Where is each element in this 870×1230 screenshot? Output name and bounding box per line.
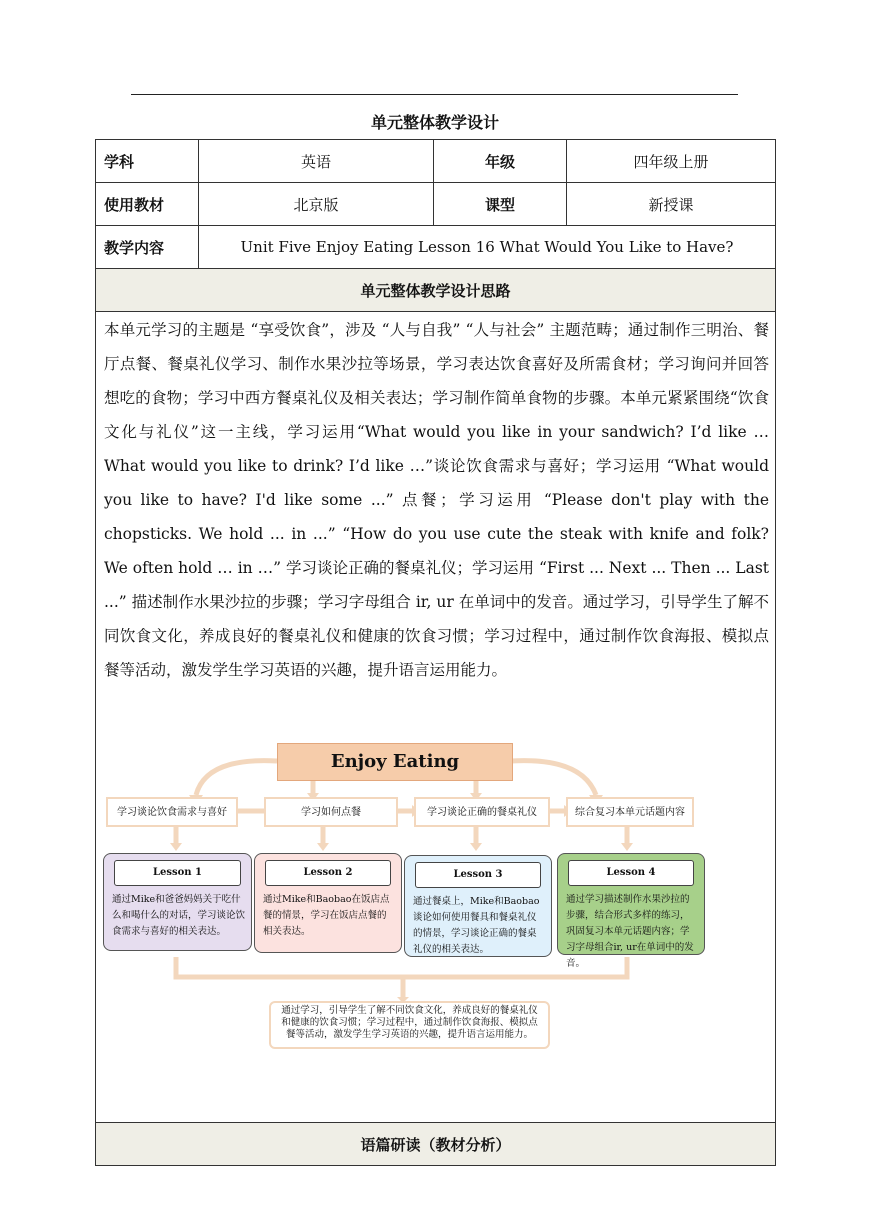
lesson-title: Lesson 1 — [114, 860, 241, 886]
lesson-title: Lesson 4 — [568, 860, 694, 886]
subject-label: 学科 — [96, 140, 199, 183]
lesson-text: 通过Mike和Baobao在饭店点餐的情景，学习在饭店点餐的相关表达。 — [263, 894, 390, 937]
table-row — [96, 140, 776, 183]
table-row — [96, 269, 776, 312]
grade-value: 四年级上册 — [567, 140, 776, 183]
lesson-text: 通过餐桌上，Mike和Baobao谈论如何使用餐具和餐桌礼仪的情景，学习谈论正确的餐桌礼仪的相关表达。 — [413, 896, 540, 955]
topic-box: 学习谈论正确的餐桌礼仪 — [414, 797, 550, 827]
design-heading: 单元整体教学设计思路 — [96, 269, 776, 312]
analysis-heading: 语篇研读（教材分析） — [96, 1123, 776, 1166]
textbook-value: 北京版 — [199, 183, 434, 226]
lesson-card — [404, 855, 552, 957]
diagram-summary: 通过学习，引导学生了解不同饮食文化，养成良好的餐桌礼仪和健康的饮食习惯；学习过程中，通过制作饮食海报、模拟点餐等活动，激发学生学习英语的兴趣，提升语言运用能力。 — [269, 1001, 550, 1049]
lesson-type-label: 课型 — [434, 183, 567, 226]
lesson-card — [254, 853, 402, 953]
design-body-cell — [96, 312, 776, 1123]
grade-label: 年级 — [434, 140, 567, 183]
content-label: 教学内容 — [96, 226, 199, 269]
table-row — [96, 312, 776, 1123]
lesson-title: Lesson 3 — [415, 862, 541, 888]
document-title: 单元整体教学设计 — [370, 113, 499, 132]
lesson-type-value: 新授课 — [567, 183, 776, 226]
table-row — [96, 1123, 776, 1166]
table-row — [96, 226, 776, 269]
content-value: Unit Five Enjoy Eating Lesson 16 What Would You Like to Have? — [199, 226, 776, 269]
textbook-label: 使用教材 — [96, 183, 199, 226]
lesson-card — [557, 853, 705, 969]
diagram-center-title: Enjoy Eating — [277, 743, 513, 781]
header-rule — [131, 94, 738, 95]
topic-box: 学习谈论饮食需求与喜好 — [106, 797, 238, 827]
topic-box: 学习如何点餐 — [264, 797, 398, 827]
lesson-plan-table — [95, 139, 776, 1166]
lesson-text: 通过Mike和爸爸妈妈关于吃什么和喝什么的对话，学习谈论饮食需求与喜好的相关表达。 — [112, 894, 246, 937]
topic-box: 综合复习本单元话题内容 — [566, 797, 694, 827]
lesson-text: 通过学习描述制作水果沙拉的步骤，结合形式多样的练习，巩固复习本单元话题内容；学习字母组合ir, ur在单词中的发音。 — [566, 894, 694, 969]
lesson-title: Lesson 2 — [265, 860, 391, 886]
table-row — [96, 183, 776, 226]
unit-diagram — [96, 737, 776, 1127]
lesson-card — [103, 853, 252, 951]
subject-value: 英语 — [199, 140, 434, 183]
design-paragraph: 本单元学习的主题是 “享受饮食”，涉及 “人与自我” “人与社会” 主题范畴；通过制作三明治、餐厅点餐、餐桌礼仪学习、制作水果沙拉等场景，学习表达饮食喜好及所需食材；学习询问并回答想吃的食物；学习中西方餐桌礼仪及相关表达；学习制作简单食物的步骤。本单元紧紧围绕“饮食文化与礼仪”这一主线，学习运用“What would you like in your sandwich? I’d like … What would you like to drink? I’d like …”谈论饮食需求与喜好；学习运用 “What would you like to have? I'd like some ...” 点餐；学习运用 “Please don't play with the chopsticks. We hold ... in ...” “How do you use cute the steak with knife and folk? We often hold … in …” 学习谈论正确的餐桌礼仪；学习运用 “First ... Next ... Then ... Last ...” 描述制作水果沙拉的步骤；学习字母组合 ir, ur 在单词中的发音。通过学习，引导学生了解不同饮食文化，养成良好的餐桌礼仪和健康的饮食习惯；学习过程中，通过制作饮食海报、模拟点餐等活动，激发学生学习英语的兴趣，提升语言运用能力。 — [104, 321, 769, 679]
